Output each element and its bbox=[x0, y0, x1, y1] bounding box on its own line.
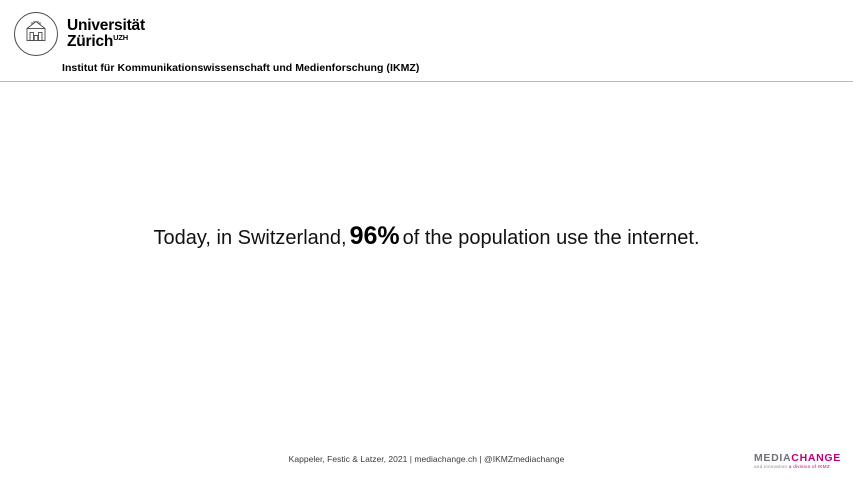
slide-body bbox=[0, 82, 853, 437]
mediachange-word-change: CHANGE bbox=[791, 452, 841, 464]
mediachange-tagline-right: a division of IKMZ bbox=[788, 464, 830, 470]
mediachange-logo bbox=[754, 453, 841, 470]
uzh-wordmark-superscript: UZH bbox=[113, 32, 128, 42]
statement-lead: Today, in Switzerland, bbox=[153, 227, 347, 249]
statement-figure: 96% bbox=[349, 222, 400, 250]
slide-header bbox=[0, 0, 853, 82]
mediachange-tagline bbox=[754, 465, 841, 470]
mediachange-wordmark bbox=[754, 453, 841, 464]
uzh-wordmark-line2: Zürich bbox=[67, 33, 114, 51]
footer-credit: Kappeler, Festic & Latzer, 2021 | mediachange.ch | @IKMZmediachange bbox=[288, 454, 565, 464]
uzh-wordmark bbox=[67, 18, 145, 50]
slide-footer bbox=[0, 437, 853, 480]
uzh-logo bbox=[14, 12, 145, 56]
uzh-seal-glyph bbox=[21, 17, 51, 52]
statement-trail: of the population use the internet. bbox=[402, 227, 700, 249]
institute-name: Institut für Kommunikationswissenschaft und Medienforschung (IKMZ) bbox=[62, 62, 420, 74]
statement-line bbox=[0, 222, 853, 251]
uzh-wordmark-line1: Universität bbox=[67, 16, 145, 34]
mediachange-tagline-left: and innovation bbox=[753, 464, 788, 470]
uzh-seal-icon bbox=[14, 12, 58, 56]
mediachange-word-media: MEDIA bbox=[753, 452, 792, 464]
